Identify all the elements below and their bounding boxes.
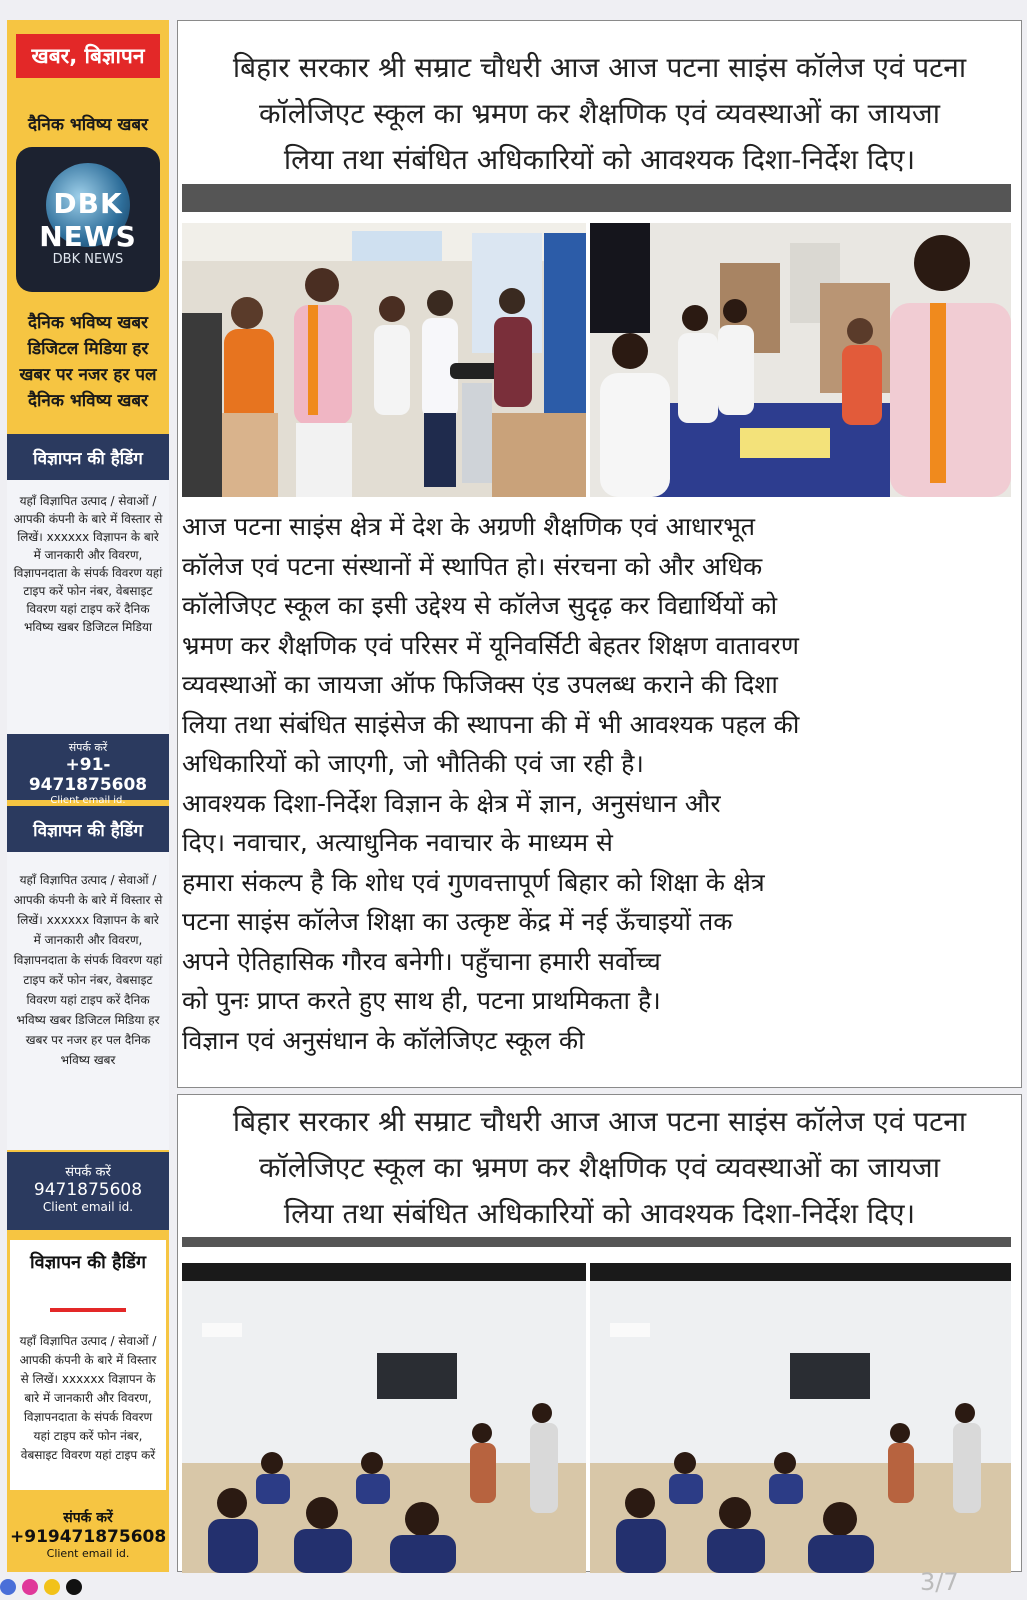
headline-divider [182,184,1011,212]
promo-line: डिजिटल मिडिया हर [27,339,149,359]
contact-label: संपर्क करें [65,1165,111,1180]
body-line: दिए। नवाचार, अत्याधुनिक नवाचार के माध्यम से [182,828,613,857]
contact-email[interactable]: Client email id. [42,1200,134,1214]
dot-pink [22,1579,38,1595]
article-body [182,507,1015,1060]
ad1-heading: विज्ञापन की हैडिंग [7,434,169,480]
contact-phone[interactable]: 9471875608 [33,1180,143,1200]
contact-label: संपर्क करें [63,1510,113,1526]
ad2-heading: विज्ञापन की हैडिंग [7,806,169,852]
contact-phone[interactable]: +91-9471875608 [28,755,148,795]
headline-line: कॉलेजिएट स्कूल का भ्रमण कर शैक्षणिक एवं व्यवस्थाओं का जायजा [259,1151,940,1184]
article-photo-right [590,1263,1011,1573]
dot-blue [0,1579,16,1595]
body-line: कॉलेजिएट स्कूल का इसी उद्देश्य से कॉलेज सुदृढ़ कर विद्यार्थियों को [182,591,778,620]
dot-yellow [44,1579,60,1595]
contact-email[interactable]: Client email id. [50,795,126,806]
contact-email[interactable]: Client email id. [46,1547,130,1559]
body-line: पटना साइंस कॉलेज शिक्षा का उत्कृष्ट केंद्र में नई ऊँचाइयों तक [182,907,733,936]
article-photo-left [182,1263,586,1573]
divider [50,1308,126,1312]
ad3-box [10,1240,166,1570]
contact-phone[interactable]: +919471875608 [10,1527,167,1547]
photo-lab-visit [182,223,586,497]
contact-label: संपर्क करें [68,741,108,754]
headline-line: बिहार सरकार श्री सम्राट चौधरी आज आज पटना साइंस कॉलेज एवं पटना [232,51,967,84]
promo-line: खबर पर नजर हर पल [19,365,157,385]
body-line: विज्ञान एवं अनुसंधान के कॉलेजिएट स्कूल की [182,1025,585,1055]
photo-chemistry-lab [590,223,1011,497]
ad2-body: यहाँ विज्ञापित उत्पाद / सेवाओं / आपकी कंपनी के बारे में विस्तार से लिखें। xxxxxx विज्ञापन के बारे में जानकारी और विवरण, विज्ञापनदाता के संपर्क विवरण यहां टाइप करें फोन नंबर, वेबसाइट विवरण यहां टाइप करें दैनिक भविष्य खबर डिजिटल मिडिया हर खबर पर नजर हर पल दैनिक भविष्य खबर [7,852,169,1150]
body-line: कॉलेज एवं पटना संस्थानों में स्थापित हो। संरचना को और अधिक [182,551,763,581]
headline-line: लिया तथा संबंधित अधिकारियों को आवश्यक दिशा-निर्देश दिए। [283,143,916,176]
body-line: आवश्यक दिशा-निर्देश विज्ञान के क्षेत्र में ज्ञान, अनुसंधान और [182,788,721,818]
logo-text: DBK NEWS [39,187,137,253]
article-card-2 [177,1094,1022,1572]
headline-line: बिहार सरकार श्री सम्राट चौधरी आज आज पटना साइंस कॉलेज एवं पटना [232,1105,967,1138]
promo-line: दैनिक भविष्य खबर [27,313,149,333]
body-line: अधिकारियों को जाएगी, जो भौतिकी एवं जा रही है। [182,749,644,778]
promo-line: दैनिक भविष्य खबर [27,391,149,411]
body-line: हमारा संकल्प है कि शोध एवं गुणवत्तापूर्ण बिहार को शिक्षा के क्षेत्र [182,867,765,897]
dbk-news-logo [16,147,160,292]
headline-line: कॉलेजिएट स्कूल का भ्रमण कर शैक्षणिक एवं व्यवस्थाओं का जायजा [259,97,940,130]
photo-classroom [182,1263,586,1573]
article-card-1 [177,20,1022,1088]
dot-black [66,1579,82,1595]
logo-caption: DBK NEWS [52,252,124,267]
sidebar-banner: खबर, बिज्ञापन [16,34,160,78]
ad3-heading: विज्ञापन की हैडिंग [29,1252,147,1273]
article-photo-left [182,223,586,497]
headline-line: लिया तथा संबंधित अधिकारियों को आवश्यक दिशा-निर्देश दिए। [283,1197,916,1230]
page-indicator: 3/7 [920,1568,959,1596]
ad3-body: यहाँ विज्ञापित उत्पाद / सेवाओं / आपकी कंपनी के बारे में विस्तार से लिखें। xxxxxx विज्ञापन के बारे में जानकारी और विवरण, विज्ञापनदाता के संपर्क विवरण यहां टाइप करें फोन नंबर, वेबसाइट विवरण यहां टाइप करें [19,1334,157,1462]
ad1-body: यहाँ विज्ञापित उत्पाद / सेवाओं / आपकी कंपनी के बारे में विस्तार से लिखें। xxxxxx विज्ञापन के बारे में जानकारी और विवरण, विज्ञापनदाता के संपर्क विवरण यहां टाइप करें फोन नंबर, वेबसाइट विवरण यहां टाइप करें दैनिक भविष्य खबर डिजिटल मिडिया [7,480,169,734]
body-line: आज पटना साइंस क्षेत्र में देश के अग्रणी शैक्षणिक एवं आधारभूत [182,512,756,541]
headline-divider [182,1237,1011,1247]
article-headline [178,1099,1021,1237]
ad3-contact [10,1490,166,1570]
body-line: लिया तथा संबंधित साइंसेज की स्थापना की में भी आवश्यक पहल की [182,709,800,739]
photo-classroom [590,1263,1011,1573]
promo-text [13,310,163,414]
article-photo-right [590,223,1011,497]
body-line: व्यवस्थाओं का जायजा ऑफ फिजिक्स एंड उपलब्ध कराने की दिशा [182,670,778,699]
body-line: को पुनः प्राप्त करते हुए साथ ही, पटना प्राथमिकता है। [182,986,661,1015]
ad2-contact [7,1152,169,1230]
article-headline [178,45,1021,183]
body-line: भ्रमण कर शैक्षणिक एवं परिसर में यूनिवर्सिटी बेहतर शिक्षण वातावरण [182,630,799,660]
sidebar [7,20,169,1572]
body-line: अपने ऐतिहासिक गौरव बनेगी। पहुँचाना हमारी सर्वोच्च [182,946,661,976]
color-dots [0,1579,120,1599]
ad1-contact [7,734,169,806]
brand-name: दैनिक भविष्य खबर [27,115,149,135]
